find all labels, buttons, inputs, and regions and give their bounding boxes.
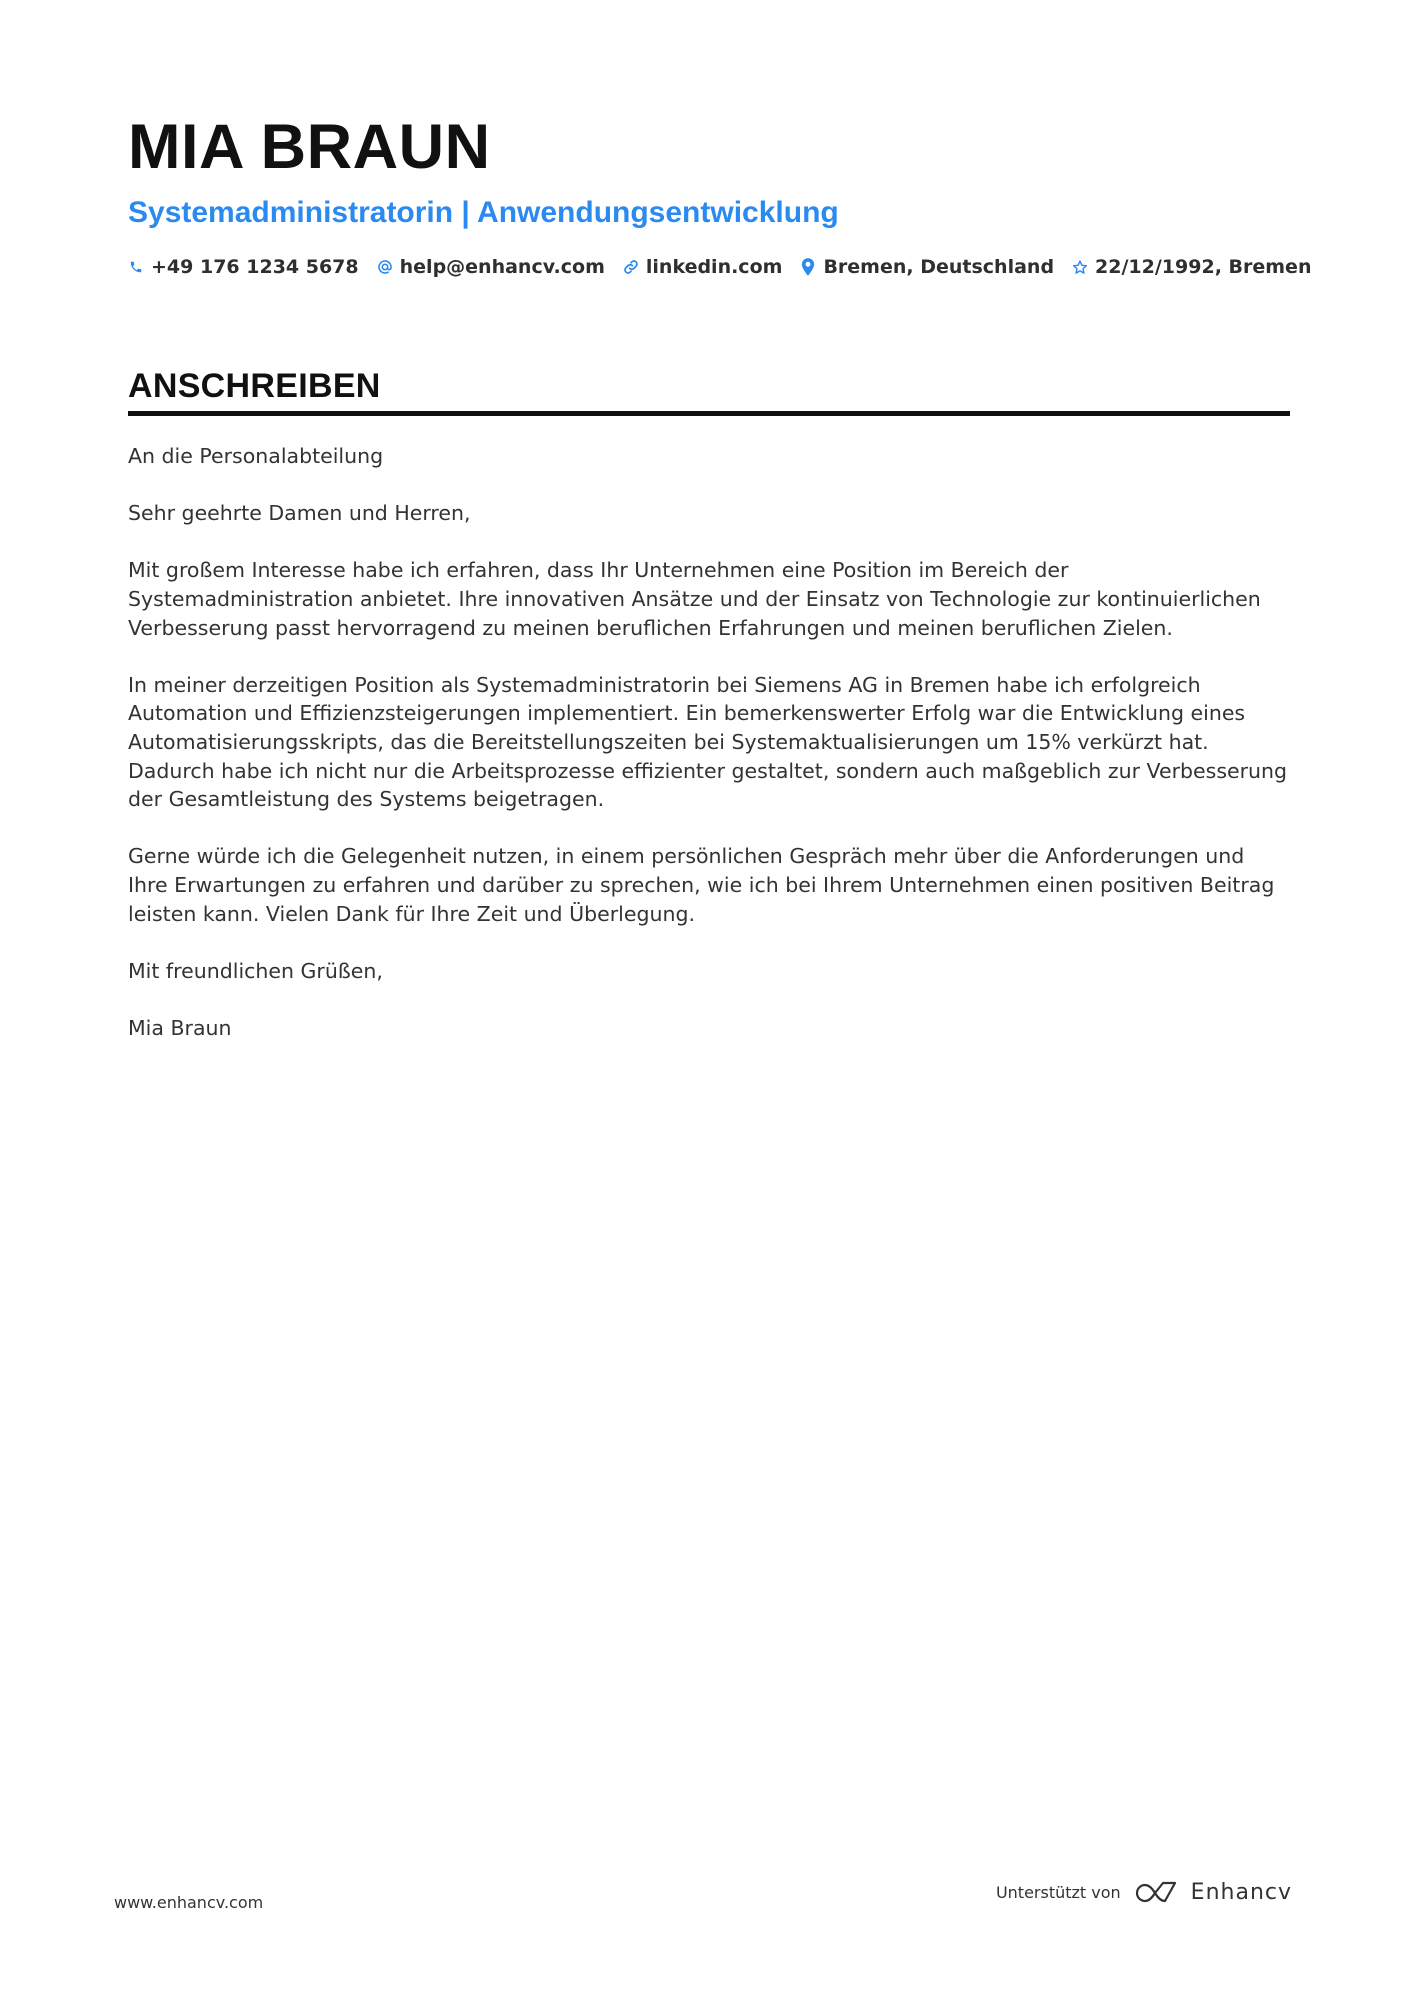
letter-recipient: An die Personalabteilung (128, 444, 384, 468)
star-icon (1072, 258, 1088, 276)
letter-paragraph: Gerne würde ich die Gelegenheit nutzen, in einem persönlichen Gespräch mehr über die Anforderungen und Ihre Erwartungen zu erfahren und darüber zu sprechen, wie ich bei Ihrem Unternehmen einen positiven Beitrag leisten kann. Vielen Dank für Ihre Zeit und Überlegung. (128, 844, 1275, 926)
contact-bar (128, 254, 1312, 280)
contact-birth (1072, 254, 1311, 280)
letter-paragraph: In meiner derzeitigen Position als Systemadministratorin bei Siemens AG in Bremen habe ich erfolgreich Automation und Effizienzsteigerungen implementiert. Ein bemerkenswerter Erfolg war die Entwicklung eines Automatisierungsskripts, das die Bereitstellungszeiten bei Systemaktualisierungen um 15% verkürzt hat. Dadurch habe ich nicht nur die Arbeitsprozesse effizienter gestaltet, sondern auch maßgeblich zur Verbesserung der Gesamtleistung des Systems beigetragen. (128, 672, 1288, 812)
header (128, 108, 1312, 280)
link-icon (623, 258, 639, 276)
cover-letter-section (128, 365, 1290, 1071)
section-divider (128, 411, 1290, 416)
footer-website[interactable]: www.enhancv.com (114, 1893, 264, 1912)
contact-email[interactable] (377, 254, 605, 280)
brand-logo[interactable] (1133, 1880, 1292, 1906)
footer-branding (996, 1880, 1292, 1906)
at-icon (377, 258, 393, 276)
brand-name: Enhancv (1190, 1880, 1292, 1905)
contact-linkedin-text[interactable]: linkedin.com (645, 256, 783, 278)
contact-linkedin[interactable] (623, 254, 783, 280)
letter-paragraph: Mit großem Interesse habe ich erfahren, dass Ihr Unternehmen eine Position im Bereich der Systemadministration anbietet. Ihre innovativen Ansätze und der Einsatz von Technologie zur kontinuierlichen Verbesserung passt hervorragend zu meinen beruflichen Erfahrungen und meinen beruflichen Zielen. (128, 558, 1261, 640)
contact-location (800, 254, 1054, 280)
location-pin-icon (800, 258, 816, 276)
contact-location-text: Bremen, Deutschland (823, 256, 1055, 278)
contact-birth-text: 22/12/1992, Bremen (1095, 256, 1312, 278)
letter-body (128, 442, 1290, 1042)
phone-icon (128, 258, 144, 276)
enhancv-logo-icon (1133, 1880, 1179, 1906)
letter-signature: Mia Braun (128, 1015, 232, 1040)
contact-email-text[interactable]: help@enhancv.com (399, 256, 605, 278)
headline: Systemadministratorin | Anwendungsentwicklung (128, 196, 839, 229)
contact-phone (128, 254, 359, 280)
contact-phone-text: +49 176 1234 5678 (151, 256, 359, 278)
candidate-name: MIA BRAUN (128, 112, 491, 182)
letter-salutation: Sehr geehrte Damen und Herren, (128, 501, 471, 526)
letter-closing: Mit freundlichen Grüßen, (128, 958, 383, 983)
section-title: ANSCHREIBEN (128, 367, 381, 405)
powered-by-label: Unterstützt von (995, 1883, 1121, 1902)
